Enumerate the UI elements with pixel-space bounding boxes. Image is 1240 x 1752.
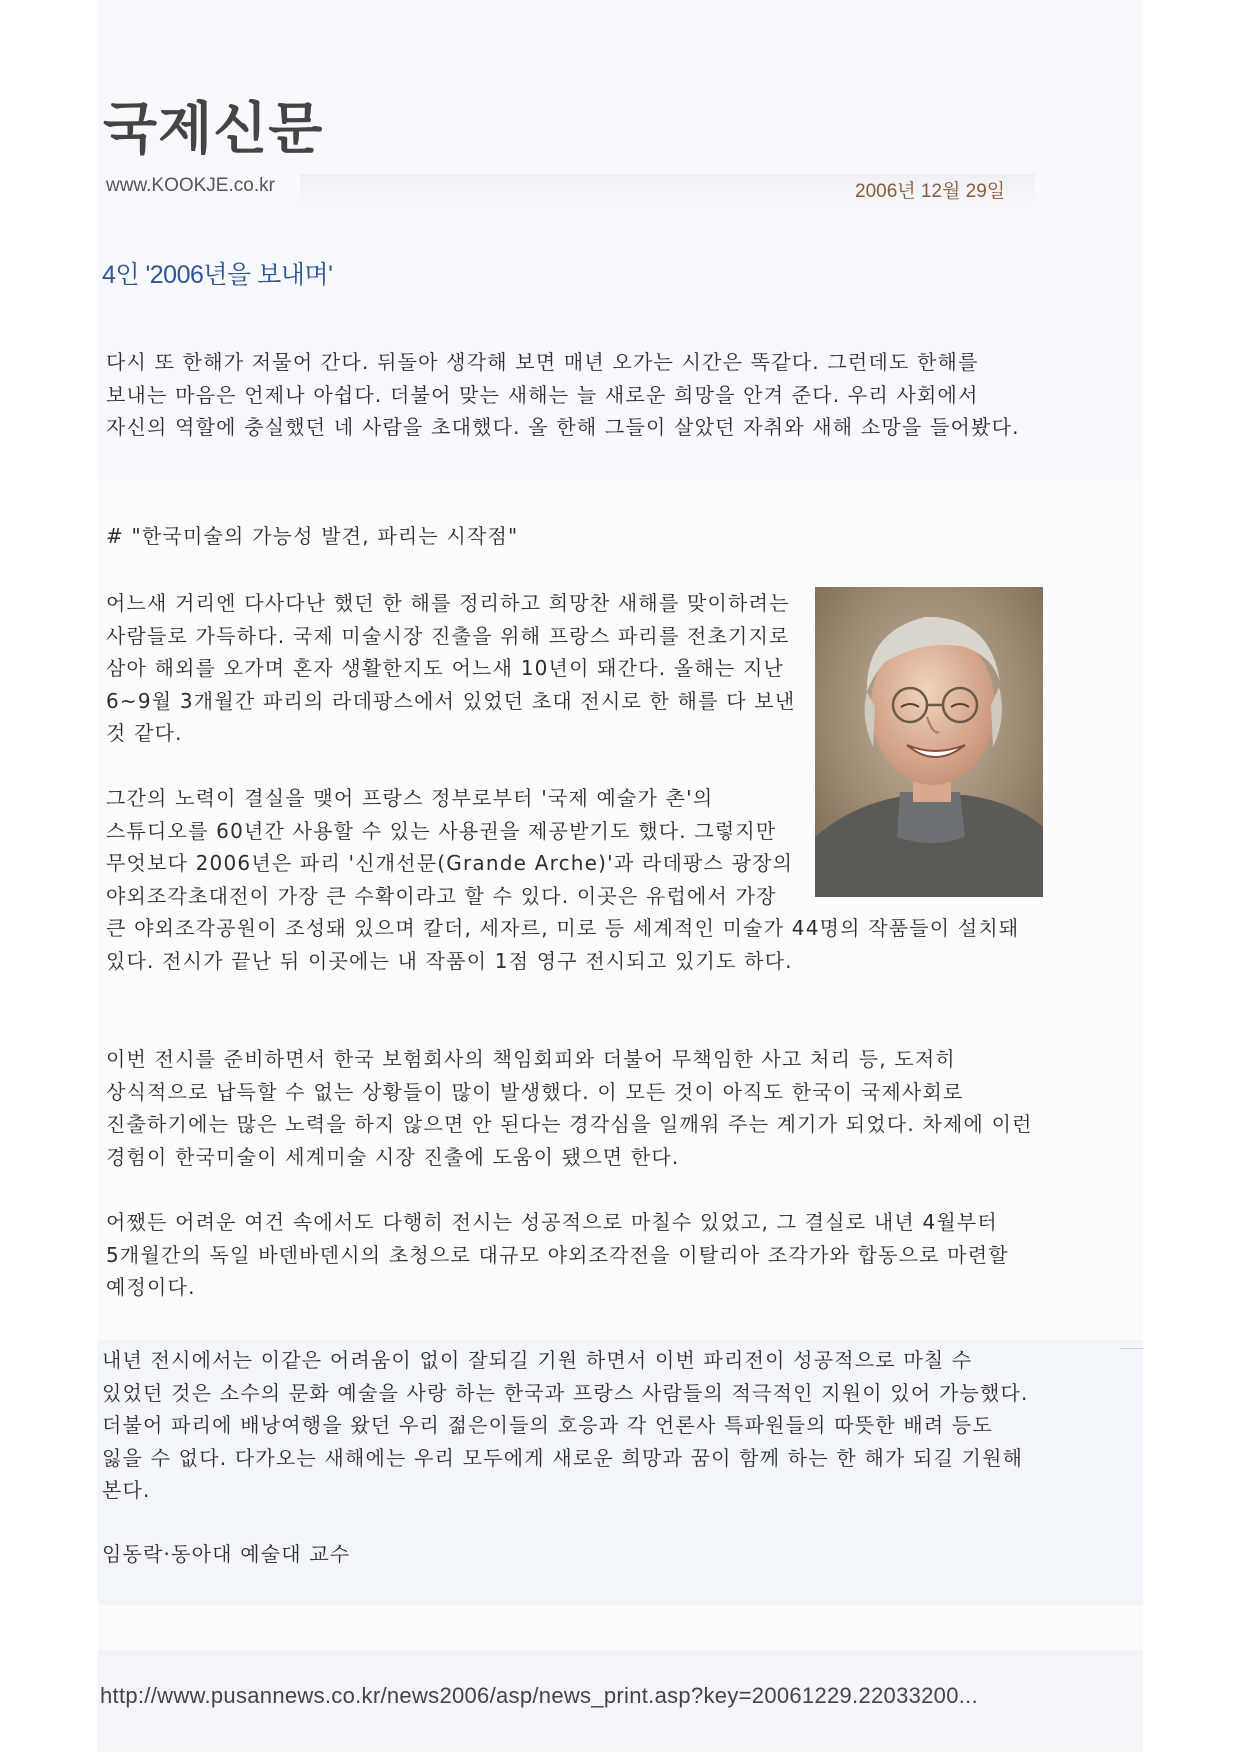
article-headline: 4인 '2006년을 보내며' [102,261,333,289]
newspaper-masthead: 국제신문 [103,97,324,162]
article-body-paragraph: 내년 전시에서는 이같은 어려움이 없이 잘되길 기원 하면서 이번 파리전이 성공적으로 마칠 수 있었던 것은 소수의 문화 예술을 사랑 하는 한국과 프랑스 사람들의 적극적인 지원이 있어 가능했다. 더불어 파리에 배낭여행을 왔던 우리 젊은이들의 호응과 각 언론사 특파원들의 따뜻한 배려 등도 잃을 수 없다. 다가오는 새해에는 우리 모두에게 새로운 희망과 꿈이 함께 하는 한 해가 되길 기원해 본다. [102,1348,1029,1502]
article-body-paragraph: 이번 전시를 준비하면서 한국 보험회사의 책임회피와 더불어 무책임한 사고 처리 등, 도저히 상식적으로 납득할 수 없는 상황들이 많이 발생했다. 이 모든 것이 아직도 한국이 국제사회로 진출하기에는 많은 노력을 하지 않으면 안 된다는 경각심을 일깨워 주는 계기가 되었다. 차제에 이런 경험이 한국미술이 세계미술 시장 진출에 도움이 됐으면 한다. [106,1047,1033,1169]
author-portrait-photo [815,587,1043,897]
article-body-paragraph: 어쨌든 어려운 여건 속에서도 다행히 전시는 성공적으로 마칠수 있었고, 그 결실로 내년 4월부터 5개월간의 독일 바덴바덴시의 초청으로 대규모 야외조각전을 이탈리아 조각가와 합동으로 마련할 예정이다. [106,1210,1009,1299]
article-body-section [106,587,1041,977]
newspaper-site-url: www.KOOKJE.co.kr [106,175,275,196]
publication-date: 2006년 12월 29일 [855,181,1006,202]
print-source-url: http://www.pusannews.co.kr/news2006/asp/news_print.asp?key=20061229.22033200... [100,1683,978,1708]
article-subheading: # "한국미술의 가능성 발견, 파리는 시작점" [106,524,519,548]
article-body-paragraph: 어느새 거리엔 다사다난 했던 한 해를 정리하고 희망찬 새해를 맞이하려는 사람들로 가득하다. 국제 미술시장 진출을 위해 프랑스 파리를 전초기지로 삼아 해외를 오가며 혼자 생활한지도 어느새 10년이 돼간다. 올해는 지난 6~9월 3개월간 파리의 라데팡스에서 있었던 초대 전시로 한 해를 다 보낸 것 같다. [106,591,796,745]
article-body-paragraph: 그간의 노력이 결실을 맺어 프랑스 정부로부터 '국제 예술가 촌'의 스튜디오를 60년간 사용할 수 있는 사용권을 제공받기도 했다. 그렇지만 무엇보다 2006년은 파리 '신개선문(Grande Arche)'과 라데팡스 광장의 야외조각초대전이 가장 큰 수확이라고 할 수 있다. 이곳은 유럽에서 가장 큰 야외조각공원이 조성돼 있으며 칼더, 세자르, 미로 등 세계적인 미술가 44명의 작품들이 설치돼 있다. 전시가 끝난 뒤 이곳에는 내 작품이 1점 영구 전시되고 있기도 하다. [106,786,1020,973]
author-byline: 임동락·동아대 예술대 교수 [102,1542,351,1566]
scan-artifact [1120,1348,1144,1349]
article-intro: 다시 또 한해가 저물어 간다. 뒤돌아 생각해 보면 매년 오가는 시간은 똑같다. 그런데도 한해를 보내는 마음은 언제나 아쉽다. 더불어 맞는 새해는 늘 새로운 희망을 안겨 준다. 우리 사회에서 자신의 역할에 충실했던 네 사람을 초대했다. 올 한해 그들이 살았던 자취와 새해 소망을 들어봤다. [106,350,1020,439]
